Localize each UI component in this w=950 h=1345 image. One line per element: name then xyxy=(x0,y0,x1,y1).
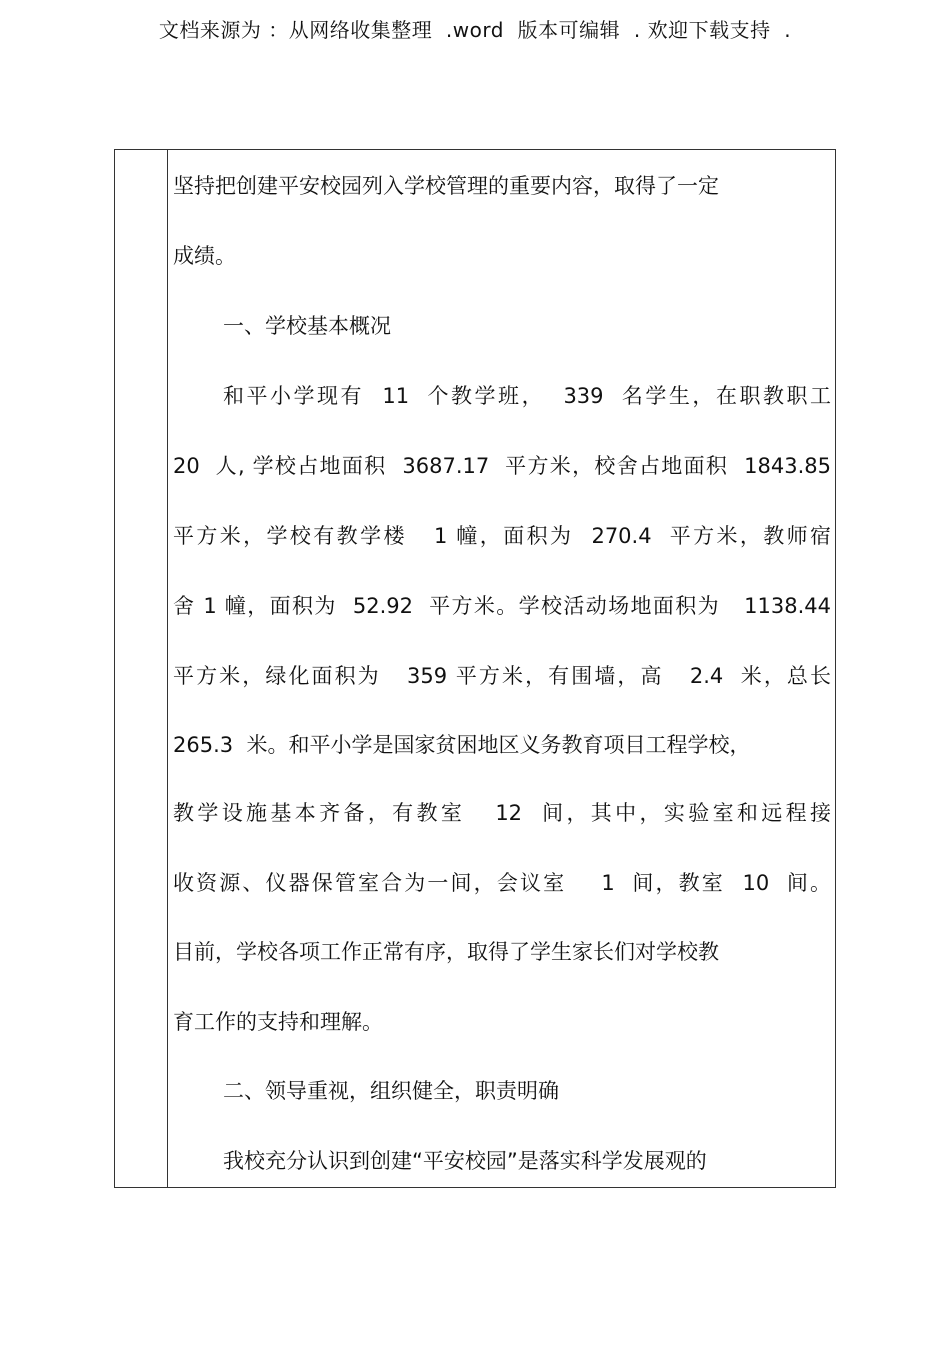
text-line-8: 平方米，绿化面积为 359 平方米，有围墙，高 2.4 米，总长 xyxy=(173,664,831,688)
text-line-7: 舍 1 幢，面积为 52.92 平方米。学校活动场地面积为 1138.44 xyxy=(173,594,831,618)
text-line-13: 育工作的支持和理解。 xyxy=(173,1010,383,1034)
text-line-5: 20 人, 学校占地面积 3687.17 平方米，校舍占地面积 1843.85 xyxy=(173,454,831,478)
text-line-6: 平方米，学校有教学楼 1 幢，面积为 270.4 平方米，教师宿 xyxy=(173,524,831,548)
column-divider xyxy=(167,150,168,1187)
text-line-9: 265.3 米。和平小学是国家贫困地区义务教育项目工程学校， xyxy=(173,733,751,757)
section-heading-1: 一、学校基本概况 xyxy=(223,314,391,338)
text-line-1: 坚持把创建平安校园列入学校管理的重要内容，取得了一定 xyxy=(173,174,719,198)
text-line-15: 我校充分认识到创建“平安校园”是落实科学发展观的 xyxy=(223,1149,707,1173)
page-header: 文档来源为 ：从网络收集整理 .word 版本可编辑 . 欢迎下载支持 . xyxy=(158,18,792,42)
text-line-12: 目前，学校各项工作正常有序，取得了学生家长们对学校教 xyxy=(173,940,719,964)
text-line-4: 和平小学现有 11 个教学班， 339 名学生，在职教职工 xyxy=(223,384,831,408)
text-line-10: 教学设施基本齐备，有教室 12 间，其中，实验室和远程接 xyxy=(173,801,831,825)
content-table xyxy=(114,149,836,1188)
text-line-11: 收资源、仪器保管室合为一间，会议室 1 间，教室 10 间。 xyxy=(173,871,831,895)
text-line-2: 成绩。 xyxy=(173,244,236,268)
section-heading-2: 二、领导重视，组织健全，职责明确 xyxy=(223,1079,559,1103)
